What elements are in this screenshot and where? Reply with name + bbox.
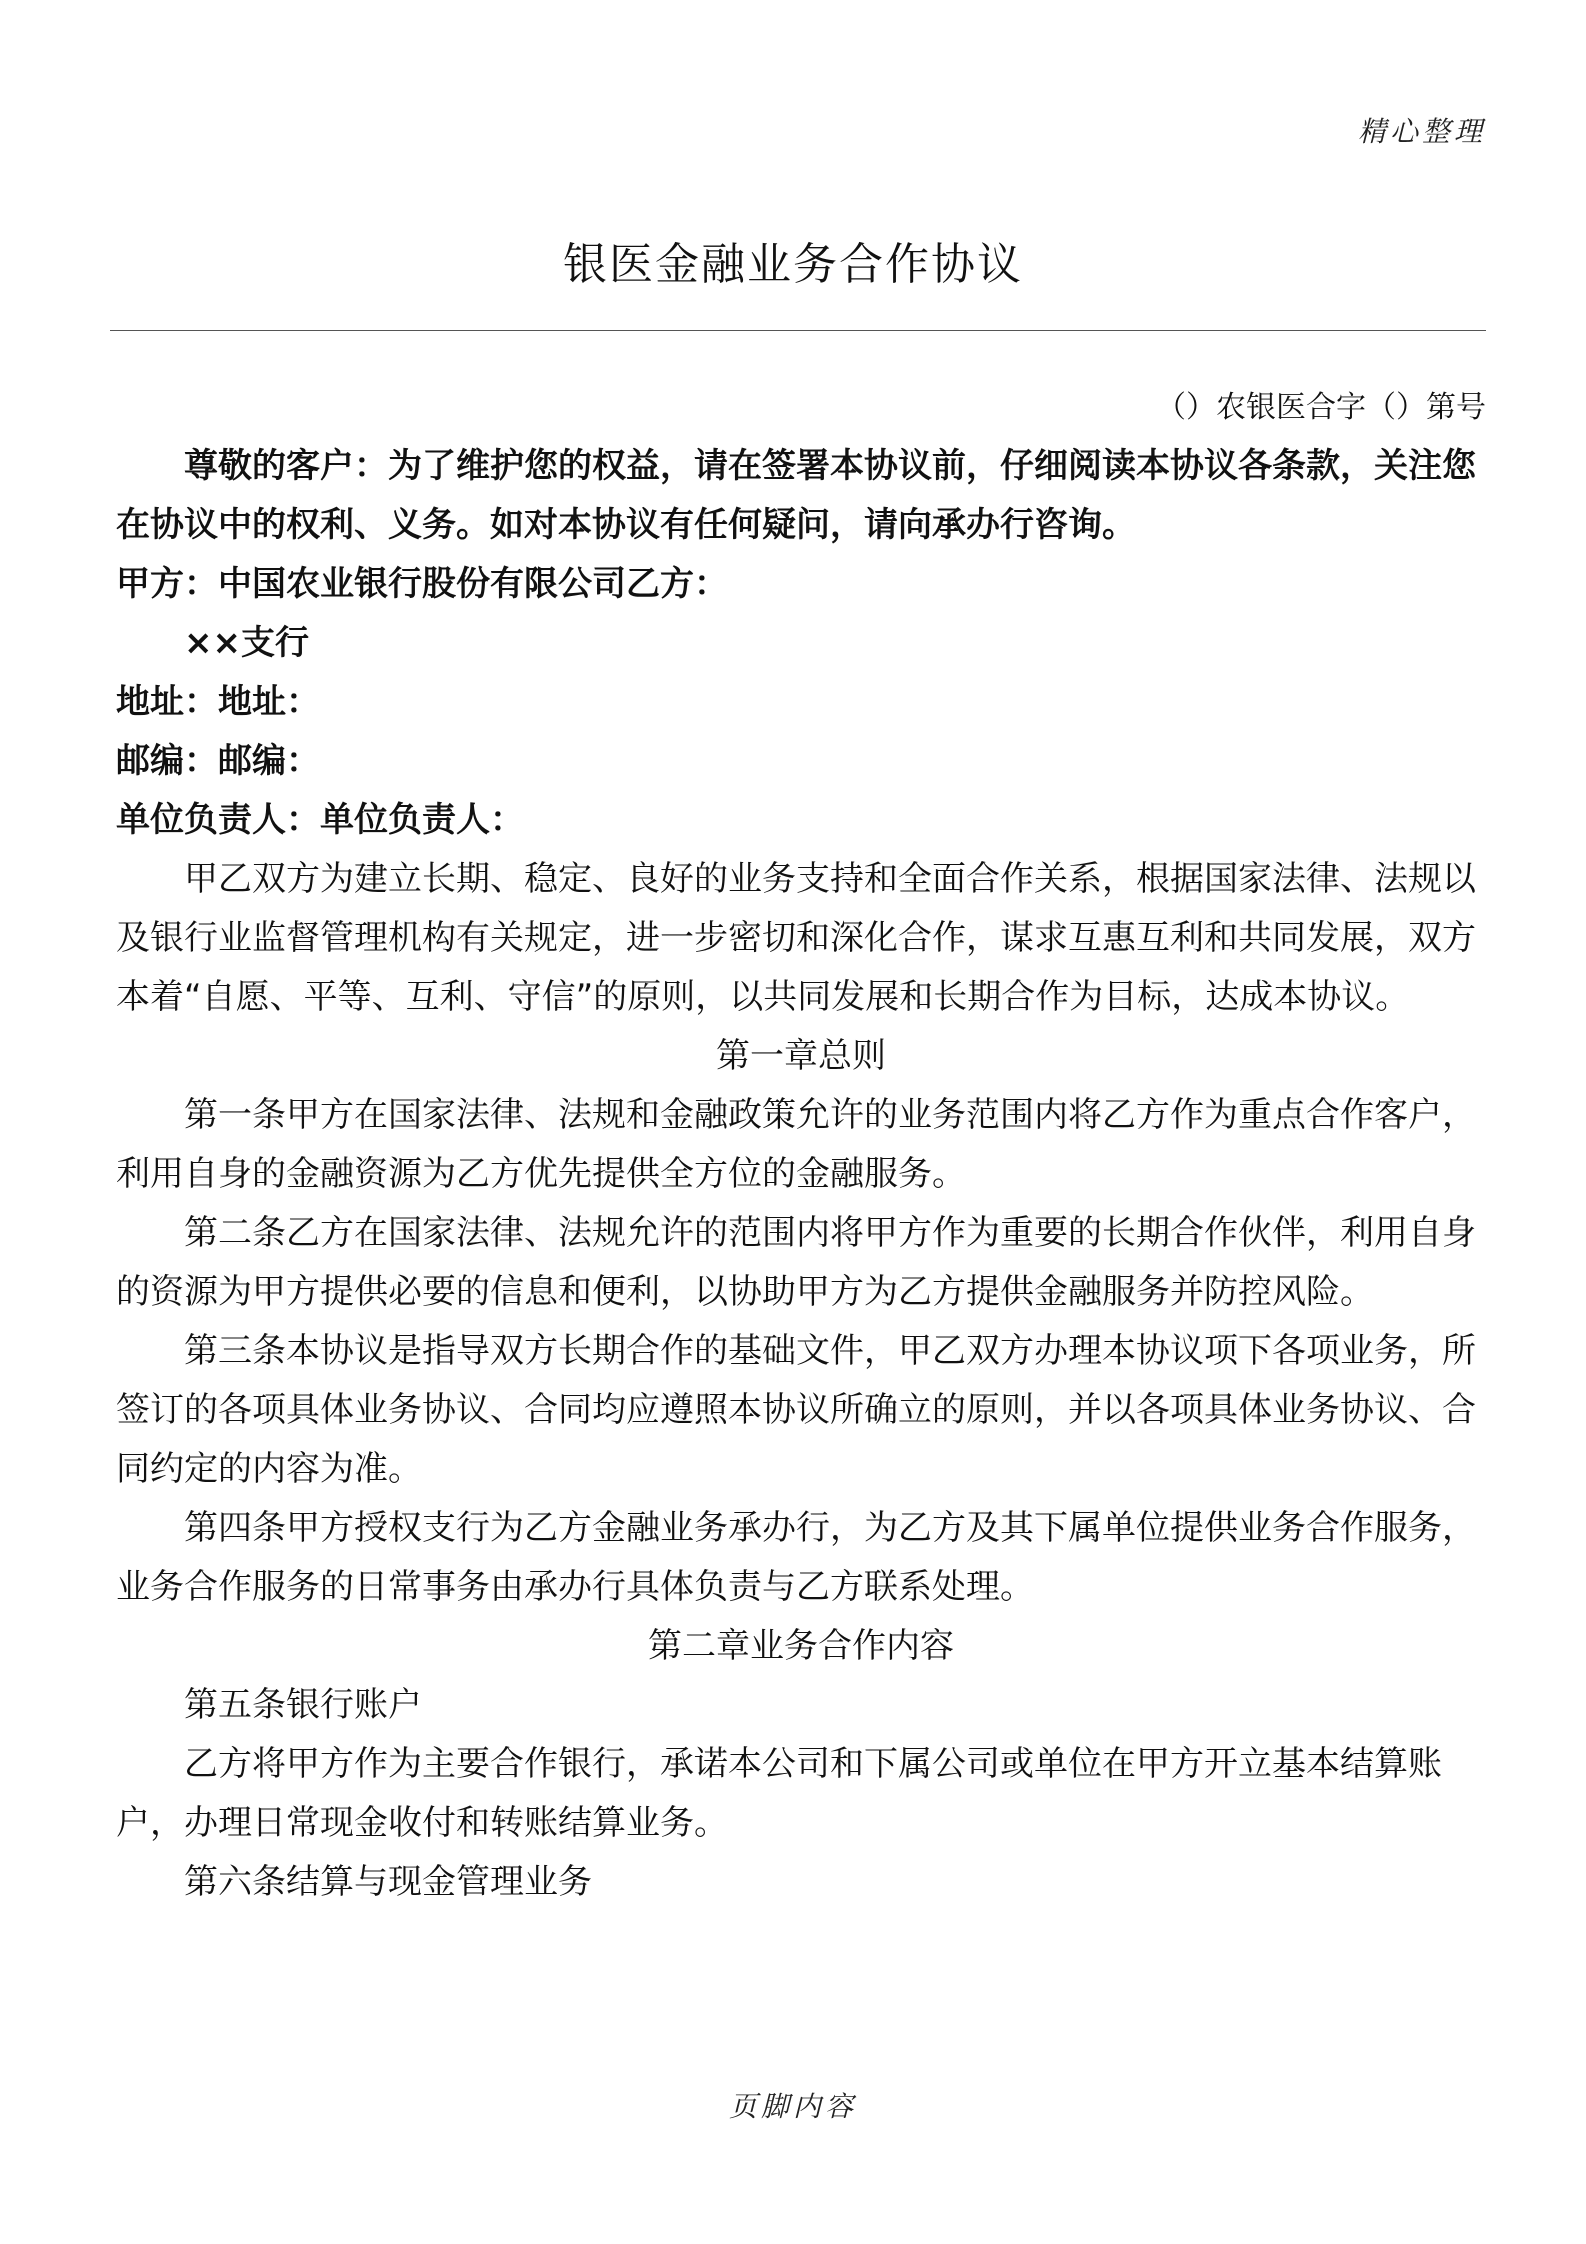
- postcode-line: 邮编：邮编：: [116, 741, 320, 781]
- document-body: [116, 378, 1486, 1912]
- article-4: 第四条甲方授权支行为乙方金融业务承办行，为乙方及其下属单位提供业务合作服务，业务合作服务的日常事务由承办行具体负责与乙方联系处理。: [116, 1508, 1476, 1607]
- leader-line: 单位负责人：单位负责人：: [116, 800, 524, 840]
- article-3: 第三条本协议是指导双方长期合作的基础文件，甲乙双方办理本协议项下各项业务，所签订的各项具体业务协议、合同均应遵照本协议所确立的原则，并以各项具体业务协议、合同约定的内容为准。: [116, 1331, 1476, 1489]
- header-note: 精心整理: [1357, 115, 1486, 148]
- article-6-title: 第六条结算与现金管理业务: [184, 1862, 592, 1902]
- article-5-body: 乙方将甲方作为主要合作银行，承诺本公司和下属公司或单位在甲方开立基本结算账户，办理日常现金收付和转账结算业务。: [116, 1744, 1442, 1843]
- article-5-title: 第五条银行账户: [184, 1685, 422, 1725]
- document-title: 银医金融业务合作协议: [563, 239, 1023, 290]
- notice-paragraph: 尊敬的客户：为了维护您的权益，请在签署本协议前，仔细阅读本协议各条款，关注您在协议中的权利、义务。如对本协议有任何疑问，请向承办行咨询。: [116, 446, 1476, 545]
- party-a-line: 甲方：中国农业银行股份有限公司乙方：: [116, 564, 728, 604]
- article-2: 第二条乙方在国家法律、法规允许的范围内将甲方作为重要的长期合作伙伴，利用自身的资源为甲方提供必要的信息和便利，以协助甲方为乙方提供金融服务并防控风险。: [116, 1213, 1476, 1312]
- footer-note: 页脚内容: [728, 2090, 857, 2123]
- chapter-2-heading: 第二章业务合作内容: [648, 1626, 954, 1666]
- chapter-1-heading: 第一章总则: [716, 1036, 886, 1076]
- party-a-branch: ××支行: [184, 623, 309, 663]
- address-line: 地址：地址：: [116, 682, 320, 722]
- document-number: （）农银医合字（）第号: [1156, 390, 1486, 425]
- preamble-paragraph: 甲乙双方为建立长期、稳定、良好的业务支持和全面合作关系，根据国家法律、法规以及银行业监督管理机构有关规定，进一步密切和深化合作，谋求互惠互利和共同发展，双方本着“自愿、平等、互利、守信”的原则，以共同发展和长期合作为目标，达成本协议。: [116, 859, 1476, 1017]
- title-divider: [110, 330, 1486, 331]
- article-1: 第一条甲方在国家法律、法规和金融政策允许的业务范围内将乙方作为重点合作客户，利用自身的金融资源为乙方优先提供全方位的金融服务。: [116, 1095, 1476, 1194]
